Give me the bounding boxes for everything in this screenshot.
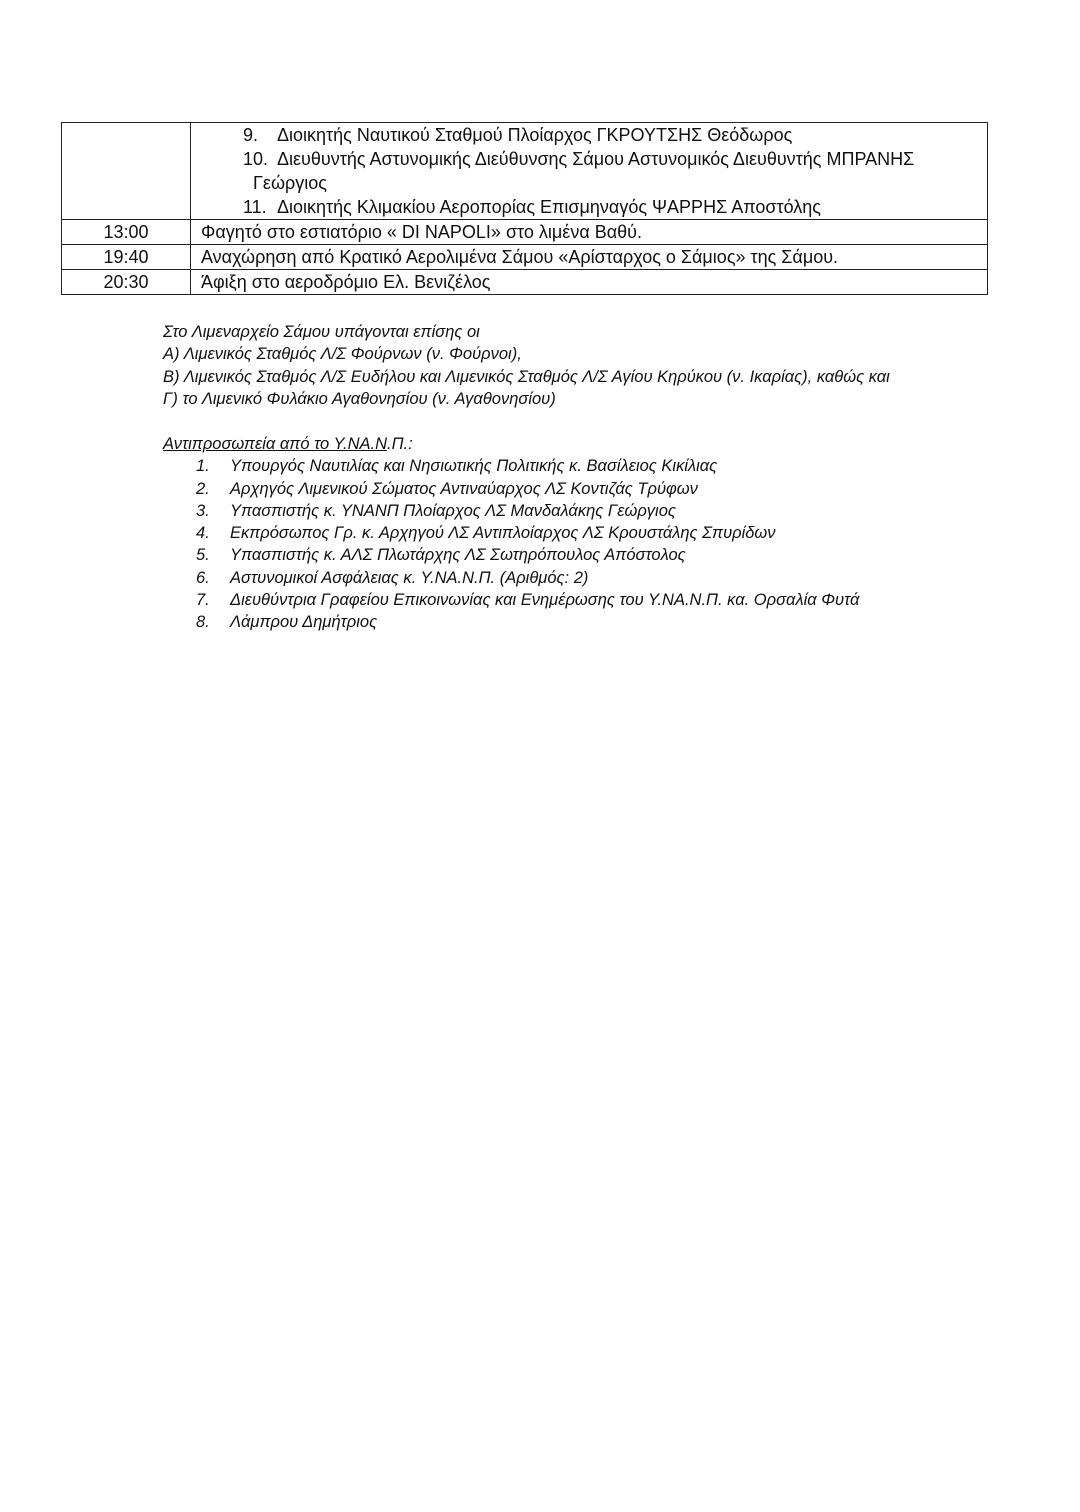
table-row (62, 245, 988, 270)
item-text: Υπασπιστής κ. ΥΝΑΝΠ Πλοίαρχος ΛΣ Μανδαλάκης Γεώργιος (230, 501, 676, 520)
list-item (163, 611, 859, 633)
notes-item-a: Α) Λιμενικός Σταθμός Λ/Σ Φούρνων (ν. Φούρνοι), (163, 345, 522, 364)
list-item (163, 522, 859, 544)
list-item (163, 544, 859, 566)
item-number: 3. (196, 501, 210, 520)
notes-item-b: Β) Λιμενικός Σταθμός Λ/Σ Ευδήλου και Λιμενικός Σταθμός Λ/Σ Αγίου Κηρύκου (ν. Ικαρίας), καθώς και (163, 367, 890, 386)
item-number: 2. (196, 479, 210, 498)
table-row (62, 220, 988, 245)
schedule-table (61, 122, 988, 295)
list-item (163, 500, 859, 522)
delegation-heading (163, 433, 859, 455)
table-row-members (62, 123, 988, 220)
item-number: 8. (196, 613, 210, 632)
list-item (163, 589, 859, 611)
item-number: 9. (243, 125, 259, 145)
item-number: 7. (196, 591, 210, 610)
list-item (163, 478, 859, 500)
item-text: Διευθυντής Αστυνομικής Διεύθυνσης Σάμου Αστυνομικός Διευθυντής ΜΠΡΑΝΗΣ (277, 149, 915, 169)
table-row (62, 270, 988, 295)
item-text: Αστυνομικοί Ασφάλειας κ. Υ.ΝΑ.Ν.Π. (Αριθμός: 2) (230, 568, 589, 587)
members-cell (191, 123, 988, 220)
list-item (163, 455, 859, 477)
item-text: Εκπρόσωπος Γρ. κ. Αρχηγού ΛΣ Αντιπλοίαρχος ΛΣ Κρουστάλης Σπυρίδων (230, 524, 776, 543)
description-cell: Φαγητό στο εστιατόριο « DI NAPOLI» στο λιμένα Βαθύ. (191, 220, 988, 245)
time-cell-empty (62, 123, 191, 220)
list-item (201, 147, 987, 195)
notes-intro: Στο Λιμεναρχείο Σάμου υπάγονται επίσης οι (163, 323, 480, 341)
time-cell: 13:00 (62, 220, 191, 245)
item-text: Λάμπρου Δημήτριος (230, 613, 378, 632)
item-text: Υπουργός Ναυτιλίας και Νησιωτικής Πολιτικής κ. Βασίλειος Κικίλιας (230, 457, 718, 476)
item-number: 4. (196, 524, 210, 543)
item-text: Υπασπιστής κ. ΑΛΣ Πλωτάρχης ΛΣ Σωτηρόπουλος Απόστολος (230, 546, 686, 565)
item-text: Διευθύντρια Γραφείου Επικοινωνίας και Ενημέρωσης του Υ.ΝΑ.Ν.Π. κα. Ορσαλία Φυτά (230, 591, 860, 610)
delegation-heading-underlined: Αντιπροσωπεία από το Υ.ΝΑ.Ν (163, 435, 388, 453)
item-text-continued: Γεώργιος (253, 173, 327, 193)
item-number: 6. (196, 568, 210, 587)
list-item (201, 123, 987, 147)
description-cell: Άφιξη στο αεροδρόμιο Ελ. Βενιζέλος (191, 270, 988, 295)
port-authority-notes (163, 321, 890, 410)
delegation-list (163, 455, 859, 633)
item-number: 11. (243, 197, 267, 217)
time-cell: 19:40 (62, 245, 191, 270)
delegation-heading-rest: .Π.: (387, 435, 413, 453)
notes-item-c: Γ) το Λιμενικό Φυλάκιο Αγαθονησίου (ν. Αγαθονησίου) (163, 389, 556, 408)
time-cell: 20:30 (62, 270, 191, 295)
members-list (201, 123, 987, 219)
list-item (201, 195, 987, 219)
item-text: Διοικητής Ναυτικού Σταθμού Πλοίαρχος ΓΚΡΟΥΤΣΗΣ Θεόδωρος (277, 125, 793, 145)
list-item (163, 567, 859, 589)
delegation-section (163, 433, 859, 634)
item-number: 10. (243, 149, 269, 169)
item-number: 1. (196, 457, 210, 476)
item-text: Αρχηγός Λιμενικού Σώματος Αντιναύαρχος ΛΣ Κοντιζάς Τρύφων (230, 479, 698, 498)
description-cell: Αναχώρηση από Κρατικό Αερολιμένα Σάμου «Αρίσταρχος ο Σάμιος» της Σάμου. (191, 245, 988, 270)
item-text: Διοικητής Κλιμακίου Αεροπορίας Επισμηναγός ΨΑΡΡΗΣ Αποστόλης (277, 197, 821, 217)
item-number: 5. (196, 546, 210, 565)
